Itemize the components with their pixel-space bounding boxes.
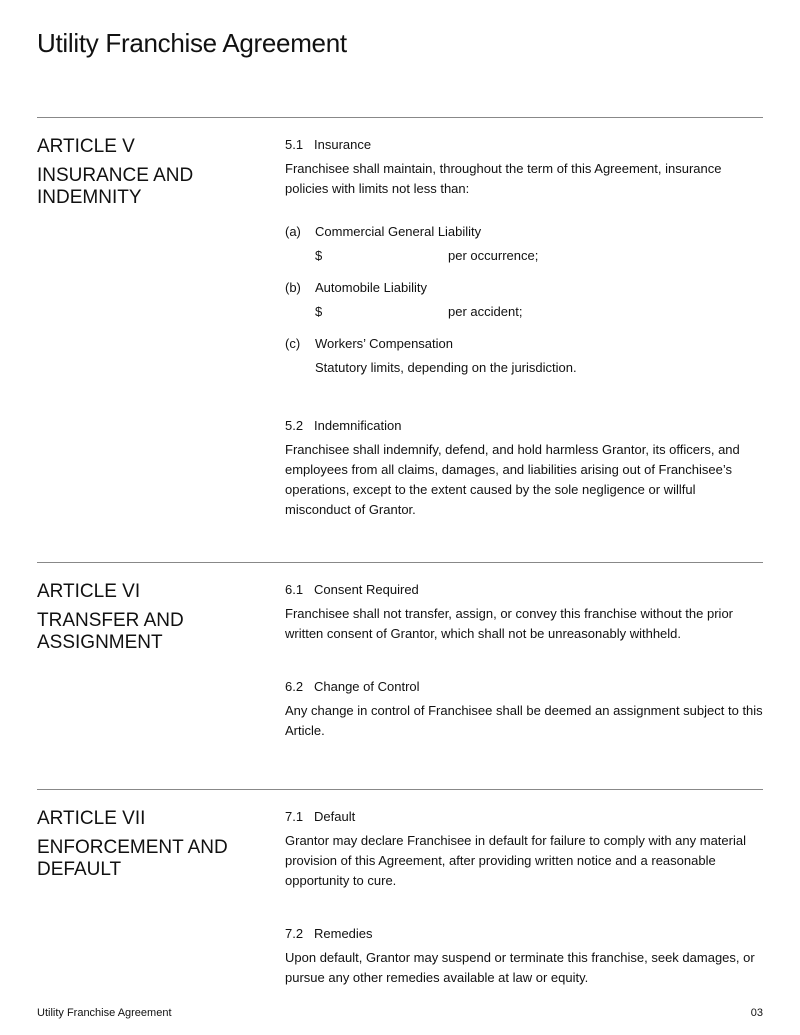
list-item: (c) Workers’ Compensation Statutory limits, depending on the jurisdiction. [285, 336, 577, 375]
section-text: Franchisee shall not transfer, assign, or convey this franchise without the prior written consent of Grantor, which shall not be unreasonably withheld. [285, 606, 733, 641]
article-number: ARTICLE VII [37, 808, 146, 829]
footer-title: Utility Franchise Agreement [37, 1007, 172, 1019]
article-v [37, 117, 763, 558]
section-heading: 7.1 Default [285, 809, 356, 824]
list-item: (b) Automobile Liability $ per accident; [285, 280, 523, 319]
document-title: Utility Franchise Agreement [37, 28, 347, 58]
section-text: Franchisee shall maintain, throughout the term of this Agreement, insurance policies with limits not less than: [285, 161, 722, 196]
article-title: ENFORCEMENT AND DEFAULT [37, 837, 228, 880]
article-number: ARTICLE VI [37, 581, 141, 602]
section-text: Upon default, Grantor may suspend or terminate this franchise, seek damages, or pursue any other remedies available at law or equity. [285, 950, 755, 985]
section-heading: 5.1 Insurance [285, 137, 372, 152]
article-title: TRANSFER AND ASSIGNMENT [37, 610, 184, 653]
section-heading: 5.2 Indemnification [285, 418, 402, 433]
section-heading: 6.1 Consent Required [285, 582, 419, 597]
article-vii [37, 789, 763, 1000]
section-text: Grantor may declare Franchisee in default for failure to comply with any material provision of this Agreement, after providing written notice and a reasonable opportunity to cure. [285, 833, 746, 888]
page-number: 03 [750, 1007, 763, 1019]
section-heading: 6.2 Change of Control [285, 679, 420, 694]
article-vi [37, 562, 763, 783]
section-heading: 7.2 Remedies [285, 926, 373, 941]
section-text: Franchisee shall indemnify, defend, and hold harmless Grantor, its officers, and employees from all claims, damages, and liabilities arising out of Franchisee’s operations, except to the extent caused by the sole negligence or willful misconduct of Grantor. [285, 442, 740, 517]
insurance-list [285, 222, 763, 378]
section-text: Any change in control of Franchisee shall be deemed an assignment subject to this Article. [285, 703, 763, 738]
page-footer [37, 1007, 763, 1019]
list-item: (a) Commercial General Liability $ per occurrence; [285, 224, 539, 263]
article-number: ARTICLE V [37, 136, 135, 157]
article-title: INSURANCE AND INDEMNITY [37, 165, 194, 208]
